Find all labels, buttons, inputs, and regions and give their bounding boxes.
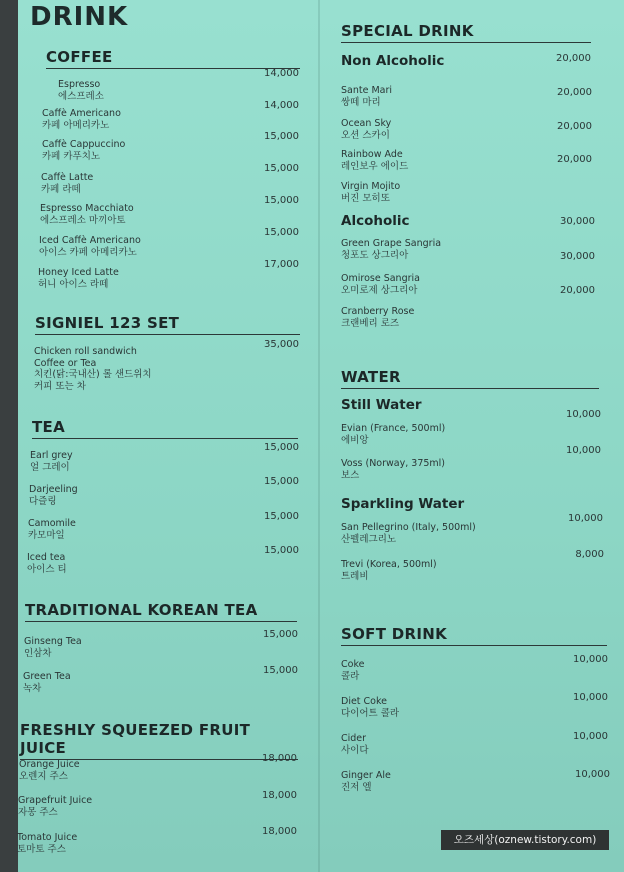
item-price: 20,000	[557, 121, 592, 132]
water-section	[341, 368, 599, 389]
item-price: 15,000	[264, 476, 299, 487]
menu-item: Sante Mari 쌍떼 마리	[341, 85, 393, 108]
menu-item: Evian (France, 500ml) 에비앙	[341, 423, 446, 446]
water-heading: WATER	[341, 368, 401, 386]
korean-tea-section	[25, 601, 297, 622]
menu-item: Voss (Norway, 375ml) 보스	[341, 458, 446, 481]
still-water-heading: Still Water	[341, 397, 422, 413]
item-price: 30,000	[560, 216, 595, 227]
water-rule	[341, 388, 599, 389]
item-price: 15,000	[264, 442, 299, 453]
item-price: 20,000	[557, 154, 592, 165]
menu-item: Trevi (Korea, 500ml) 트레비	[341, 559, 437, 582]
menu-item: Virgin Mojito 버진 모히또	[341, 181, 401, 204]
menu-item: Honey Iced Latte 허니 아이스 라떼	[38, 267, 119, 290]
non-alcoholic-heading: Non Alcoholic	[341, 53, 445, 69]
item-price: 15,000	[264, 511, 299, 522]
menu-item: Coke 콜라	[341, 659, 365, 682]
item-price: 17,000	[264, 259, 299, 270]
item-price: 14,000	[264, 68, 299, 79]
menu-item: Orange Juice 오렌지 주스	[19, 759, 80, 782]
signiel-rule	[35, 334, 300, 335]
menu-item: San Pellegrino (Italy, 500ml) 산펠레그리노	[341, 522, 476, 545]
tea-heading: TEA	[32, 418, 65, 436]
item-price: 10,000	[568, 513, 603, 524]
item-price: 35,000	[264, 339, 299, 350]
item-price: 18,000	[262, 753, 297, 764]
item-price: 15,000	[264, 227, 299, 238]
tea-section	[32, 418, 298, 439]
item-price: 10,000	[573, 654, 608, 665]
menu-item: Caffè Cappuccino 카페 카푸치노	[42, 139, 126, 162]
signiel-section	[35, 314, 300, 335]
special-heading: SPECIAL DRINK	[341, 22, 474, 40]
menu-item: Tomato Juice 토마토 주스	[17, 832, 78, 855]
item-price: 10,000	[575, 769, 610, 780]
menu-item: Ginger Ale 진저 엘	[341, 770, 391, 793]
menu-item: Camomile 카모마일	[28, 518, 76, 541]
korean-tea-rule	[25, 621, 297, 622]
soft-drink-rule	[341, 645, 607, 646]
menu-item: Earl grey 얼 그레이	[30, 450, 73, 473]
tea-rule	[32, 438, 298, 439]
item-price: 20,000	[557, 87, 592, 98]
special-rule	[341, 42, 591, 43]
soft-drink-heading: SOFT DRINK	[341, 625, 448, 643]
juice-heading: FRESHLY SQUEEZED FRUIT JUICE	[20, 721, 251, 757]
korean-tea-heading: TRADITIONAL KOREAN TEA	[25, 601, 258, 619]
menu-item: Cranberry Rose 크랜베리 로즈	[341, 306, 415, 329]
item-price: 15,000	[264, 195, 299, 206]
menu-item: Grapefruit Juice 자몽 주스	[18, 795, 93, 818]
menu-fold	[318, 0, 320, 872]
item-price: 10,000	[573, 731, 608, 742]
menu-item: Diet Coke 다이어트 콜라	[341, 696, 400, 719]
item-price: 15,000	[263, 665, 298, 676]
menu-item: Caffè Latte 카페 라떼	[41, 172, 94, 195]
menu-title: DRINK	[30, 2, 129, 32]
special-section	[341, 22, 591, 43]
item-price: 15,000	[263, 629, 298, 640]
menu-item: Iced tea 아이스 티	[27, 552, 67, 575]
menu-item: Ocean Sky 오션 스카이	[341, 118, 392, 141]
blog-watermark: 오즈세상(oznew.tistory.com)	[441, 830, 609, 850]
menu-item: Darjeeling 다즐링	[29, 484, 78, 507]
item-price: 15,000	[264, 163, 299, 174]
menu-item: Rainbow Ade 레인보우 에이드	[341, 149, 409, 172]
item-price: 20,000	[556, 53, 591, 64]
item-price: 10,000	[573, 692, 608, 703]
item-price: 15,000	[264, 131, 299, 142]
item-price: 8,000	[575, 549, 604, 560]
item-price: 10,000	[566, 409, 601, 420]
menu-item: Ginseng Tea 인삼차	[24, 636, 82, 659]
signiel-heading: SIGNIEL 123 SET	[35, 314, 180, 332]
menu-item: Cider 사이다	[341, 733, 369, 756]
menu-item: Caffè Americano 카페 아메리카노	[42, 108, 121, 131]
menu-item: Espresso Macchiato 에스프레소 마끼아토	[40, 203, 134, 226]
menu-item: Iced Caffè Americano 아이스 카페 아메리카노	[39, 235, 141, 258]
item-price: 10,000	[566, 445, 601, 456]
item-price: 30,000	[560, 251, 595, 262]
signiel-description: Chicken roll sandwich Coffee or Tea 치킨(닭:국내산) 롤 샌드위치 커피 또는 차	[34, 346, 152, 392]
item-price: 14,000	[264, 100, 299, 111]
item-price: 18,000	[262, 826, 297, 837]
item-price: 20,000	[560, 285, 595, 296]
coffee-heading: COFFEE	[46, 48, 113, 66]
soft-drink-section	[341, 625, 607, 646]
menu-item: Omirose Sangria 오미로제 상그리아	[341, 273, 420, 296]
item-price: 15,000	[264, 545, 299, 556]
sparkling-water-heading: Sparkling Water	[341, 496, 465, 512]
coffee-section	[46, 48, 300, 69]
item-price: 18,000	[262, 790, 297, 801]
menu-item: Green Grape Sangria 청포도 상그리아	[341, 238, 442, 261]
menu-edge-shadow	[0, 0, 18, 872]
alcoholic-heading: Alcoholic	[341, 213, 410, 229]
menu-item: Espresso 에스프레소	[58, 79, 104, 102]
menu-item: Green Tea 녹차	[23, 671, 71, 694]
